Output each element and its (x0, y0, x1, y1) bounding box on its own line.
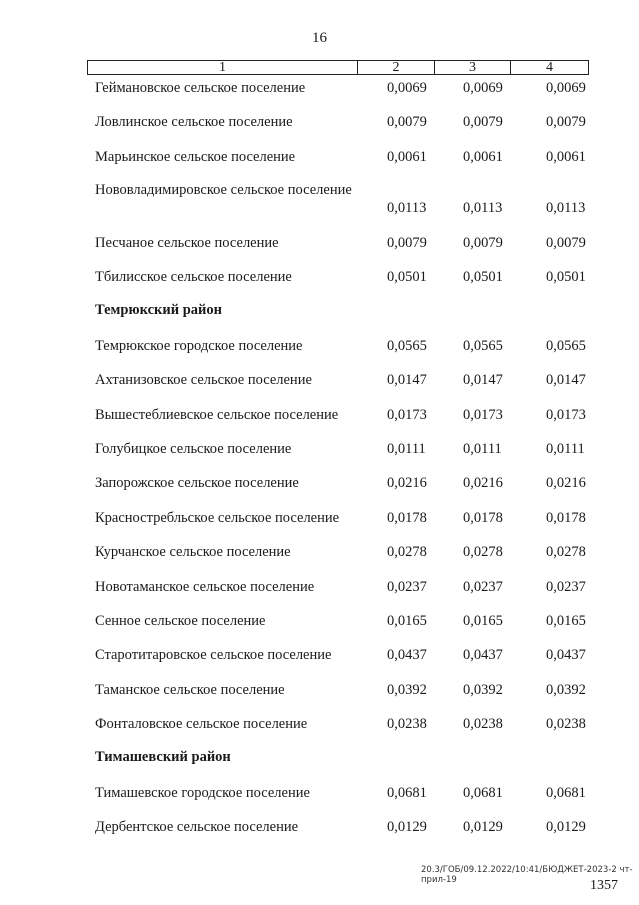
value-column-3: 0,0681 (463, 785, 503, 801)
value-column-4: 0,0173 (546, 407, 586, 423)
value-column-2: 0,0565 (387, 338, 427, 354)
value-column-4: 0,0061 (546, 149, 586, 165)
settlement-name: Вышестеблиевское сельское поселение (95, 407, 339, 423)
value-column-2: 0,0173 (387, 407, 427, 423)
value-column-4: 0,0501 (546, 269, 586, 285)
value-column-4: 0,0069 (546, 80, 586, 96)
value-column-3: 0,0079 (463, 235, 503, 251)
table-column-header (87, 60, 589, 75)
settlement-name: Геймановское сельское поселение (95, 80, 306, 96)
value-column-3: 0,0061 (463, 149, 503, 165)
settlement-name: Нововладимировское сельское поселение (95, 182, 352, 198)
settlement-name: Курчанское сельское поселение (95, 544, 291, 560)
value-column-4: 0,0111 (546, 441, 585, 457)
value-column-2: 0,0681 (387, 785, 427, 801)
value-column-2: 0,0178 (387, 510, 427, 526)
value-column-3: 0,0069 (463, 80, 503, 96)
value-column-3: 0,0565 (463, 338, 503, 354)
value-column-2: 0,0111 (387, 441, 426, 457)
value-column-4: 0,0392 (546, 682, 586, 698)
settlement-name: Песчаное сельское поселение (95, 235, 279, 251)
value-column-4: 0,0129 (546, 819, 586, 835)
value-column-2: 0,0216 (387, 475, 427, 491)
value-column-2: 0,0079 (387, 114, 427, 130)
settlement-name: Сенное сельское поселение (95, 613, 266, 629)
settlement-name: Ахтанизовское сельское поселение (95, 372, 312, 388)
value-column-3: 0,0237 (463, 579, 503, 595)
settlement-name: Фонталовское сельское поселение (95, 716, 308, 732)
value-column-2: 0,0069 (387, 80, 427, 96)
value-column-4: 0,0437 (546, 647, 586, 663)
column-header-4: 4 (546, 60, 553, 75)
value-column-4: 0,0113 (546, 200, 586, 216)
value-column-4: 0,0237 (546, 579, 586, 595)
column-header-2: 2 (358, 61, 435, 74)
settlement-name: Таманское сельское поселение (95, 682, 285, 698)
value-column-2: 0,0113 (387, 200, 427, 216)
settlement-name: Новотаманское сельское поселение (95, 579, 315, 595)
value-column-3: 0,0173 (463, 407, 503, 423)
column-header-3: 3 (435, 61, 511, 74)
value-column-4: 0,0681 (546, 785, 586, 801)
settlement-name: Марьинское сельское поселение (95, 149, 296, 165)
value-column-4: 0,0079 (546, 114, 586, 130)
value-column-3: 0,0079 (463, 114, 503, 130)
value-column-2: 0,0237 (387, 579, 427, 595)
settlement-name: Старотитаровское сельское поселение (95, 647, 332, 663)
value-column-4: 0,0238 (546, 716, 586, 732)
district-heading: Тимашевский район (95, 749, 231, 765)
value-column-4: 0,0147 (546, 372, 586, 388)
settlement-name: Запорожское сельское поселение (95, 475, 299, 491)
value-column-2: 0,0437 (387, 647, 427, 663)
page-number: 16 (312, 30, 327, 46)
settlement-name: Темрюкское городское поселение (95, 338, 303, 354)
value-column-2: 0,0147 (387, 372, 427, 388)
value-column-3: 0,0392 (463, 682, 503, 698)
value-column-4: 0,0216 (546, 475, 586, 491)
settlement-name: Дербентское сельское поселение (95, 819, 299, 835)
settlement-name: Красностребльское сельское поселение (95, 510, 340, 526)
value-column-4: 0,0079 (546, 235, 586, 251)
district-heading: Темрюкский район (95, 302, 222, 318)
value-column-2: 0,0165 (387, 613, 427, 629)
value-column-2: 0,0278 (387, 544, 427, 560)
settlement-name: Тбилисское сельское поселение (95, 269, 292, 285)
value-column-2: 0,0129 (387, 819, 427, 835)
settlement-name: Тимашевское городское поселение (95, 785, 310, 801)
sheet-number: 1357 (590, 878, 618, 893)
value-column-4: 0,0278 (546, 544, 586, 560)
value-column-2: 0,0061 (387, 149, 427, 165)
value-column-3: 0,0216 (463, 475, 503, 491)
column-header-1: 1 (88, 61, 358, 74)
value-column-3: 0,0178 (463, 510, 503, 526)
value-column-4: 0,0178 (546, 510, 586, 526)
value-column-2: 0,0392 (387, 682, 427, 698)
value-column-3: 0,0238 (463, 716, 503, 732)
value-column-3: 0,0501 (463, 269, 503, 285)
value-column-2: 0,0238 (387, 716, 427, 732)
document-code: 20.3/ГОБ/09.12.2022/10:41/БЮДЖЕТ-2023-2 чт-прил-19 (421, 865, 633, 885)
value-column-3: 0,0437 (463, 647, 503, 663)
settlement-name: Голубицкое сельское поселение (95, 441, 292, 457)
value-column-3: 0,0165 (463, 613, 503, 629)
value-column-2: 0,0501 (387, 269, 427, 285)
value-column-2: 0,0079 (387, 235, 427, 251)
value-column-4: 0,0565 (546, 338, 586, 354)
value-column-3: 0,0129 (463, 819, 503, 835)
value-column-3: 0,0147 (463, 372, 503, 388)
value-column-3: 0,0278 (463, 544, 503, 560)
value-column-4: 0,0165 (546, 613, 586, 629)
value-column-3: 0,0113 (463, 200, 503, 216)
settlement-name: Ловлинское сельское поселение (95, 114, 293, 130)
value-column-3: 0,0111 (463, 441, 502, 457)
